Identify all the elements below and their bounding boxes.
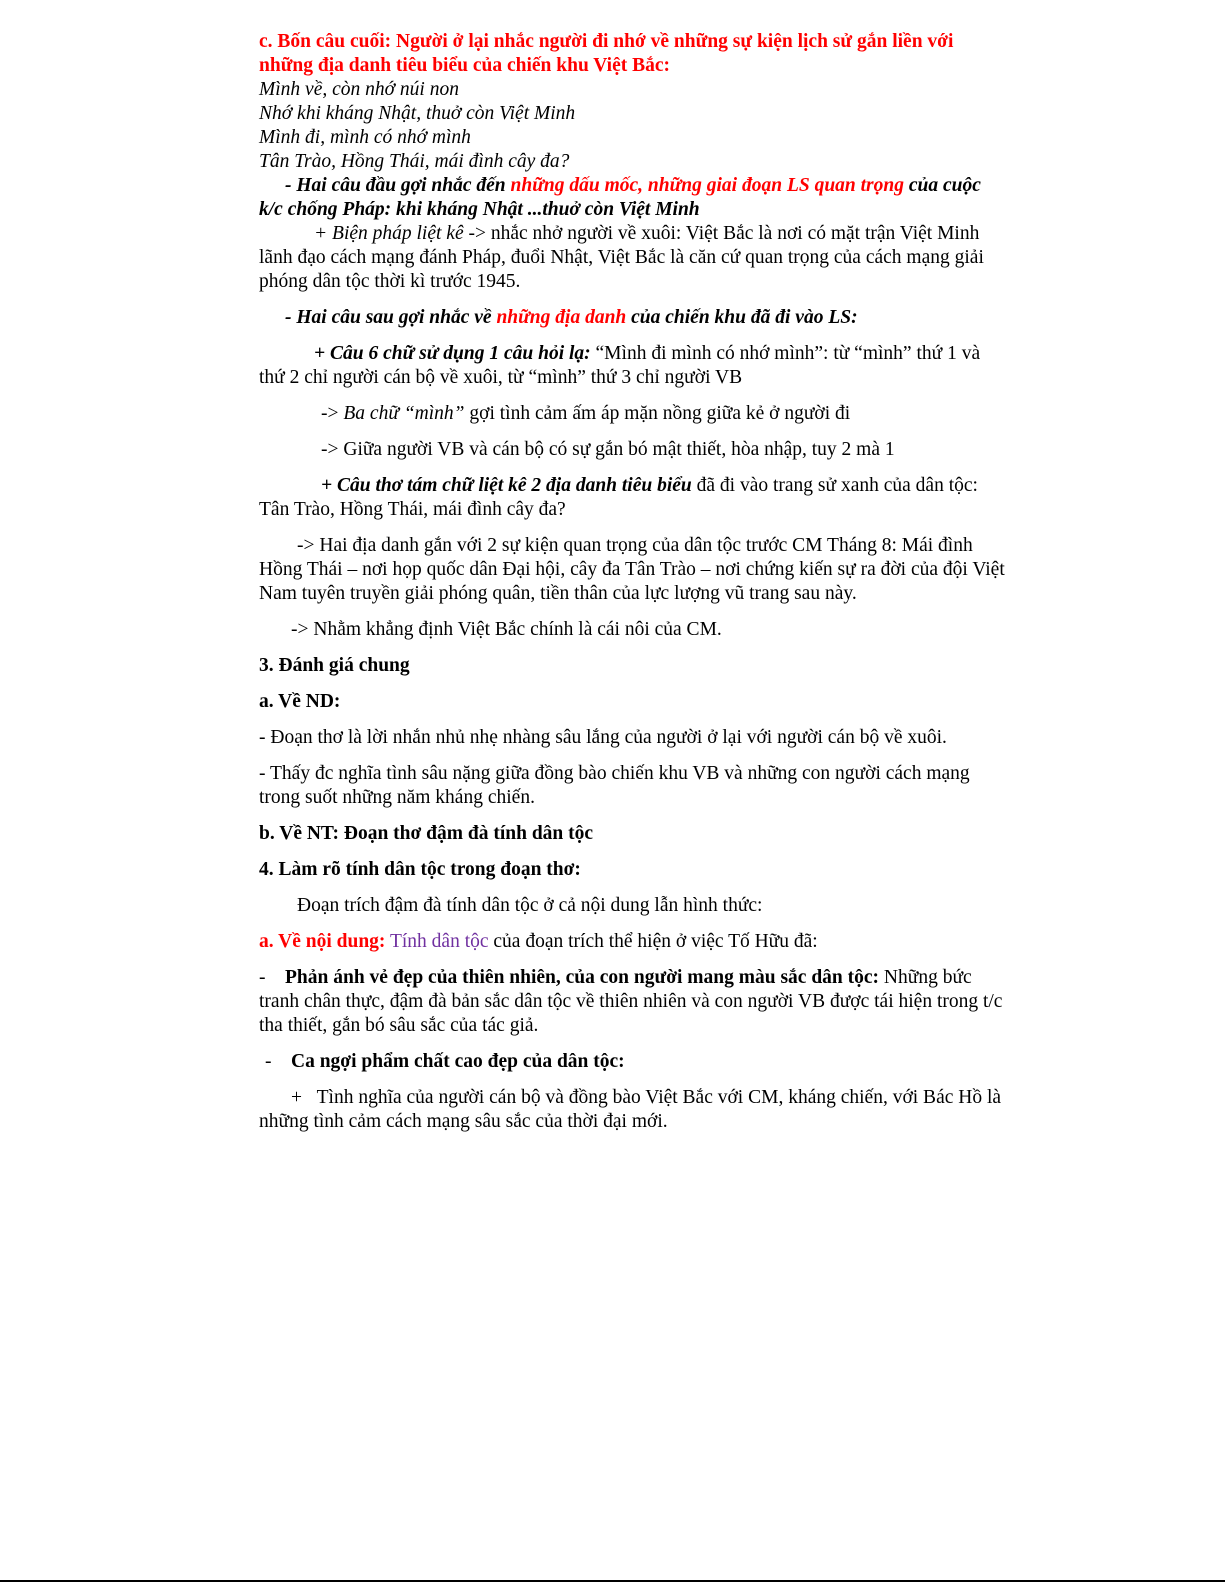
text-run: gợi tình cảm ấm áp mặn nồng giữa kẻ ở người đi xyxy=(464,403,851,424)
poem-line: Mình đi, mình có nhớ mình xyxy=(259,127,471,148)
text-run: -> xyxy=(321,403,344,424)
paragraph-national-character: Đoạn trích đậm đà tính dân tộc ở cả nội dung lẫn hình thức: xyxy=(297,895,763,916)
text-run: của cuộc k/c chống Pháp: khi kháng Nhật ...thuở còn Việt Minh xyxy=(259,175,981,220)
paragraph-content-1: - Đoạn thơ là lời nhắn nhủ nhẹ nhàng sâu lắng của người ở lại với người cán bộ về xuôi. xyxy=(259,727,947,748)
page-bottom-rule xyxy=(0,1580,1225,1582)
section-3b-heading: b. Về NT: Đoạn thơ đậm đà tính dân tộc xyxy=(259,823,594,844)
italic-run: + Biện pháp liệt kê xyxy=(314,223,464,244)
bold-run: + Câu 6 chữ sử dụng 1 câu hỏi lạ: xyxy=(314,343,591,364)
paragraph-beauty-nature xyxy=(259,966,1009,1038)
text-run: -> nhắc nhở người về xuôi: Việt Bắc là nơi có mặt trận Việt Minh lãnh đạo cách mạng đánh Pháp, đuổi Nhật, Việt Bắc là căn cứ quan trọng của cách mạng giải phóng dân tộc thời kì trước 1945. xyxy=(259,223,984,292)
paragraph-two-places: -> Hai địa danh gắn với 2 sự kiện quan trọng của dân tộc trước CM Tháng 8: Mái đình Hồng Thái – nơi họp quốc dân Đại hội, cây đa Tân Trào – nơi chứng kiến sự ra đời của đội Việt Nam tuyên truyền giải phóng quân, tiền thân của lực lượng vũ trang sau này. xyxy=(259,535,1005,604)
paragraph-six-word-line xyxy=(259,342,1009,390)
bullet-dash: - xyxy=(259,967,266,988)
bullet-plus: + xyxy=(291,1087,302,1108)
bullet-dash: - xyxy=(265,1051,272,1072)
paragraph-three-minh xyxy=(259,402,1009,426)
paragraph-content-section xyxy=(259,930,1009,954)
highlight-run: những dấu mốc, những giai đoạn LS quan trọng xyxy=(510,175,904,196)
paragraph-enumeration xyxy=(259,222,1009,294)
paragraph-cradle: -> Nhằm khẳng định Việt Bắc chính là cái nôi của CM. xyxy=(291,619,722,640)
italic-run: Ba chữ “mình” xyxy=(343,403,465,424)
paragraph-noble-qualities xyxy=(259,1050,1009,1074)
bold-run: Ca ngợi phẩm chất cao đẹp của dân tộc: xyxy=(291,1051,625,1072)
paragraph-first-two-lines xyxy=(259,174,1009,222)
text-run: của đoạn trích thể hiện ở việc Tố Hữu đã: xyxy=(488,931,818,952)
paragraph-last-two-lines xyxy=(259,306,1009,330)
section-3-heading: 3. Đánh giá chung xyxy=(259,655,410,676)
bold-run: + Câu thơ tám chữ liệt kê 2 địa danh tiêu biểu xyxy=(321,475,692,496)
paragraph-revolutionary-affection xyxy=(259,1086,1009,1134)
section-c-heading: c. Bốn câu cuối: Người ở lại nhắc người đi nhớ về những sự kiện lịch sử gắn liền với những địa danh tiêu biểu của chiến khu Việt Bắc: xyxy=(259,31,954,76)
poem-line: Nhớ khi kháng Nhật, thuở còn Việt Minh xyxy=(259,103,576,124)
text-run: đã đi vào trang sử xanh của dân tộc: Tân Trào, Hồng Thái, mái đình cây đa? xyxy=(259,475,978,520)
section-3a-heading: a. Về ND: xyxy=(259,691,341,712)
label-run: a. Về nội dung: xyxy=(259,931,386,952)
section-4-heading: 4. Làm rõ tính dân tộc trong đoạn thơ: xyxy=(259,859,581,880)
text-run: “Mình đi mình có nhớ mình”: từ “mình” thứ 1 và thứ 2 chỉ người cán bộ về xuôi, từ “mình” thứ 3 chỉ người VB xyxy=(259,343,981,388)
paragraph-eight-word-line xyxy=(259,474,1009,522)
text-run: Những bức tranh chân thực, đậm đà bản sắc dân tộc về thiên nhiên và con người VB được tái hiện trong t/c tha thiết, gắn bó sâu sắc của tác giả. xyxy=(259,967,1003,1036)
purple-run: Tính dân tộc xyxy=(385,931,489,952)
text-run: - Hai câu đầu gợi nhắc đến xyxy=(285,175,511,196)
bold-run: Phản ánh vẻ đẹp của thiên nhiên, của con người mang màu sắc dân tộc: xyxy=(285,967,880,988)
paragraph-bond: -> Giữa người VB và cán bộ có sự gắn bó mật thiết, hòa nhập, tuy 2 mà 1 xyxy=(321,439,895,460)
text-run: của chiến khu đã đi vào LS: xyxy=(626,307,858,328)
paragraph-content-2: - Thấy đc nghĩa tình sâu nặng giữa đồng bào chiến khu VB và những con người cách mạng trong suốt những năm kháng chiến. xyxy=(259,763,970,808)
text-run: - Hai câu sau gợi nhắc về xyxy=(285,307,497,328)
text-run: Tình nghĩa của người cán bộ và đồng bào Việt Bắc với CM, kháng chiến, với Bác Hồ là những tình cảm cách mạng sâu sắc của thời đại mới. xyxy=(259,1087,1002,1132)
highlight-run: những địa danh xyxy=(496,307,627,328)
poem-line: Mình về, còn nhớ núi non xyxy=(259,79,459,100)
poem-line: Tân Trào, Hồng Thái, mái đình cây đa? xyxy=(259,151,570,172)
document-page xyxy=(259,30,1009,1134)
